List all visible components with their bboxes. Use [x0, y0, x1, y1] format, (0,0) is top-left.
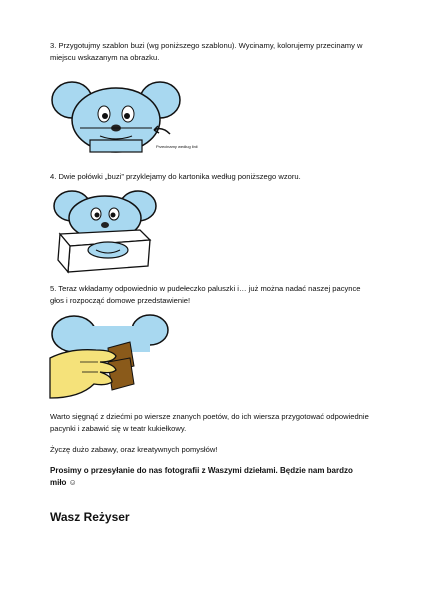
step5-text: 5. Teraz wkładamy odpowiednio w pudełeczko paluszki i… już można nadać naszej pacyncе głos i rozpocząć domowe przedstawienie! — [50, 284, 361, 305]
step4-text: 4. Dwie połówki „buzi” przyklejamy do kartonika według poniższego wzoru. — [50, 172, 301, 181]
mouse-on-box-illustration — [50, 188, 160, 273]
step3-text: 3. Przygotujmy szablon buzi (wg poniższego szablonu). Wycinamy, kolorujemy przecinamy w miejscu wskazanym na obrazku. — [50, 41, 363, 62]
signature: Wasz Reżyser — [50, 510, 130, 524]
mouse-face-template-illustration — [50, 78, 198, 158]
photo-request-paragraph: Prosimy o przesyłanie do nas fotografii z Waszymi dziełami. Będzie nam bardzo miło ☺ — [50, 466, 353, 487]
wishes-paragraph: Życzę dużo zabawy, oraz kreatywnych pomysłów! — [50, 445, 218, 454]
poets-paragraph: Warto sięgnąć z dziećmi po wiersze znanych poetów, do ich wiersza przygotować odpowiednie pacynki i zabawić się w teatr kukiełkowy. — [50, 412, 369, 433]
cut-line-caption: Przecinamy według linii — [156, 144, 198, 149]
hand-puppet-illustration — [50, 314, 170, 399]
